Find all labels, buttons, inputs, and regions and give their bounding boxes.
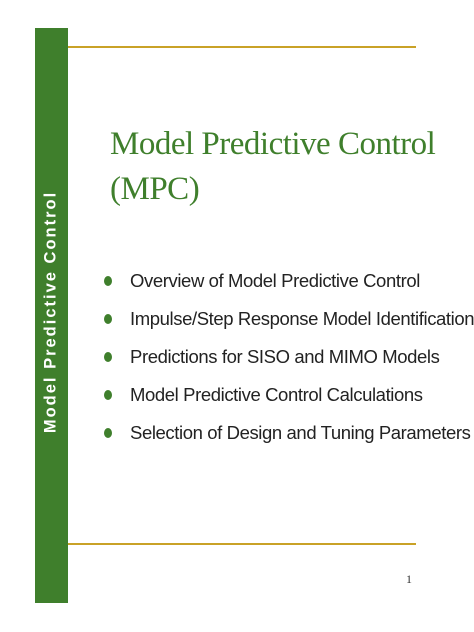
bullet-text: Predictions for SISO and MIMO Models (130, 346, 440, 367)
bullet-dot-icon (104, 314, 112, 324)
bullet-dot-icon (104, 276, 112, 286)
side-label: Model Predictive Control (41, 190, 60, 434)
bullet-text: Model Predictive Control Calculations (130, 384, 423, 405)
list-item (104, 262, 474, 300)
page-number: 1 (406, 572, 412, 586)
bullet-dot-icon (104, 428, 112, 438)
bottom-rule (68, 543, 416, 545)
bullet-dot-icon (104, 352, 112, 362)
slide-title (110, 122, 450, 212)
top-rule (68, 46, 416, 48)
title-line-2: (MPC) (110, 171, 200, 207)
bullet-text: Overview of Model Predictive Control (130, 270, 420, 291)
title-line-1: Model Predictive Control (110, 126, 436, 162)
bullet-text: Selection of Design and Tuning Parameters (130, 422, 471, 443)
bullet-text: Impulse/Step Response Model Identification (130, 308, 474, 329)
bullet-list (104, 262, 474, 452)
list-item (104, 376, 474, 414)
list-item (104, 338, 474, 376)
list-item (104, 414, 474, 452)
bullet-dot-icon (104, 390, 112, 400)
list-item (104, 300, 474, 338)
